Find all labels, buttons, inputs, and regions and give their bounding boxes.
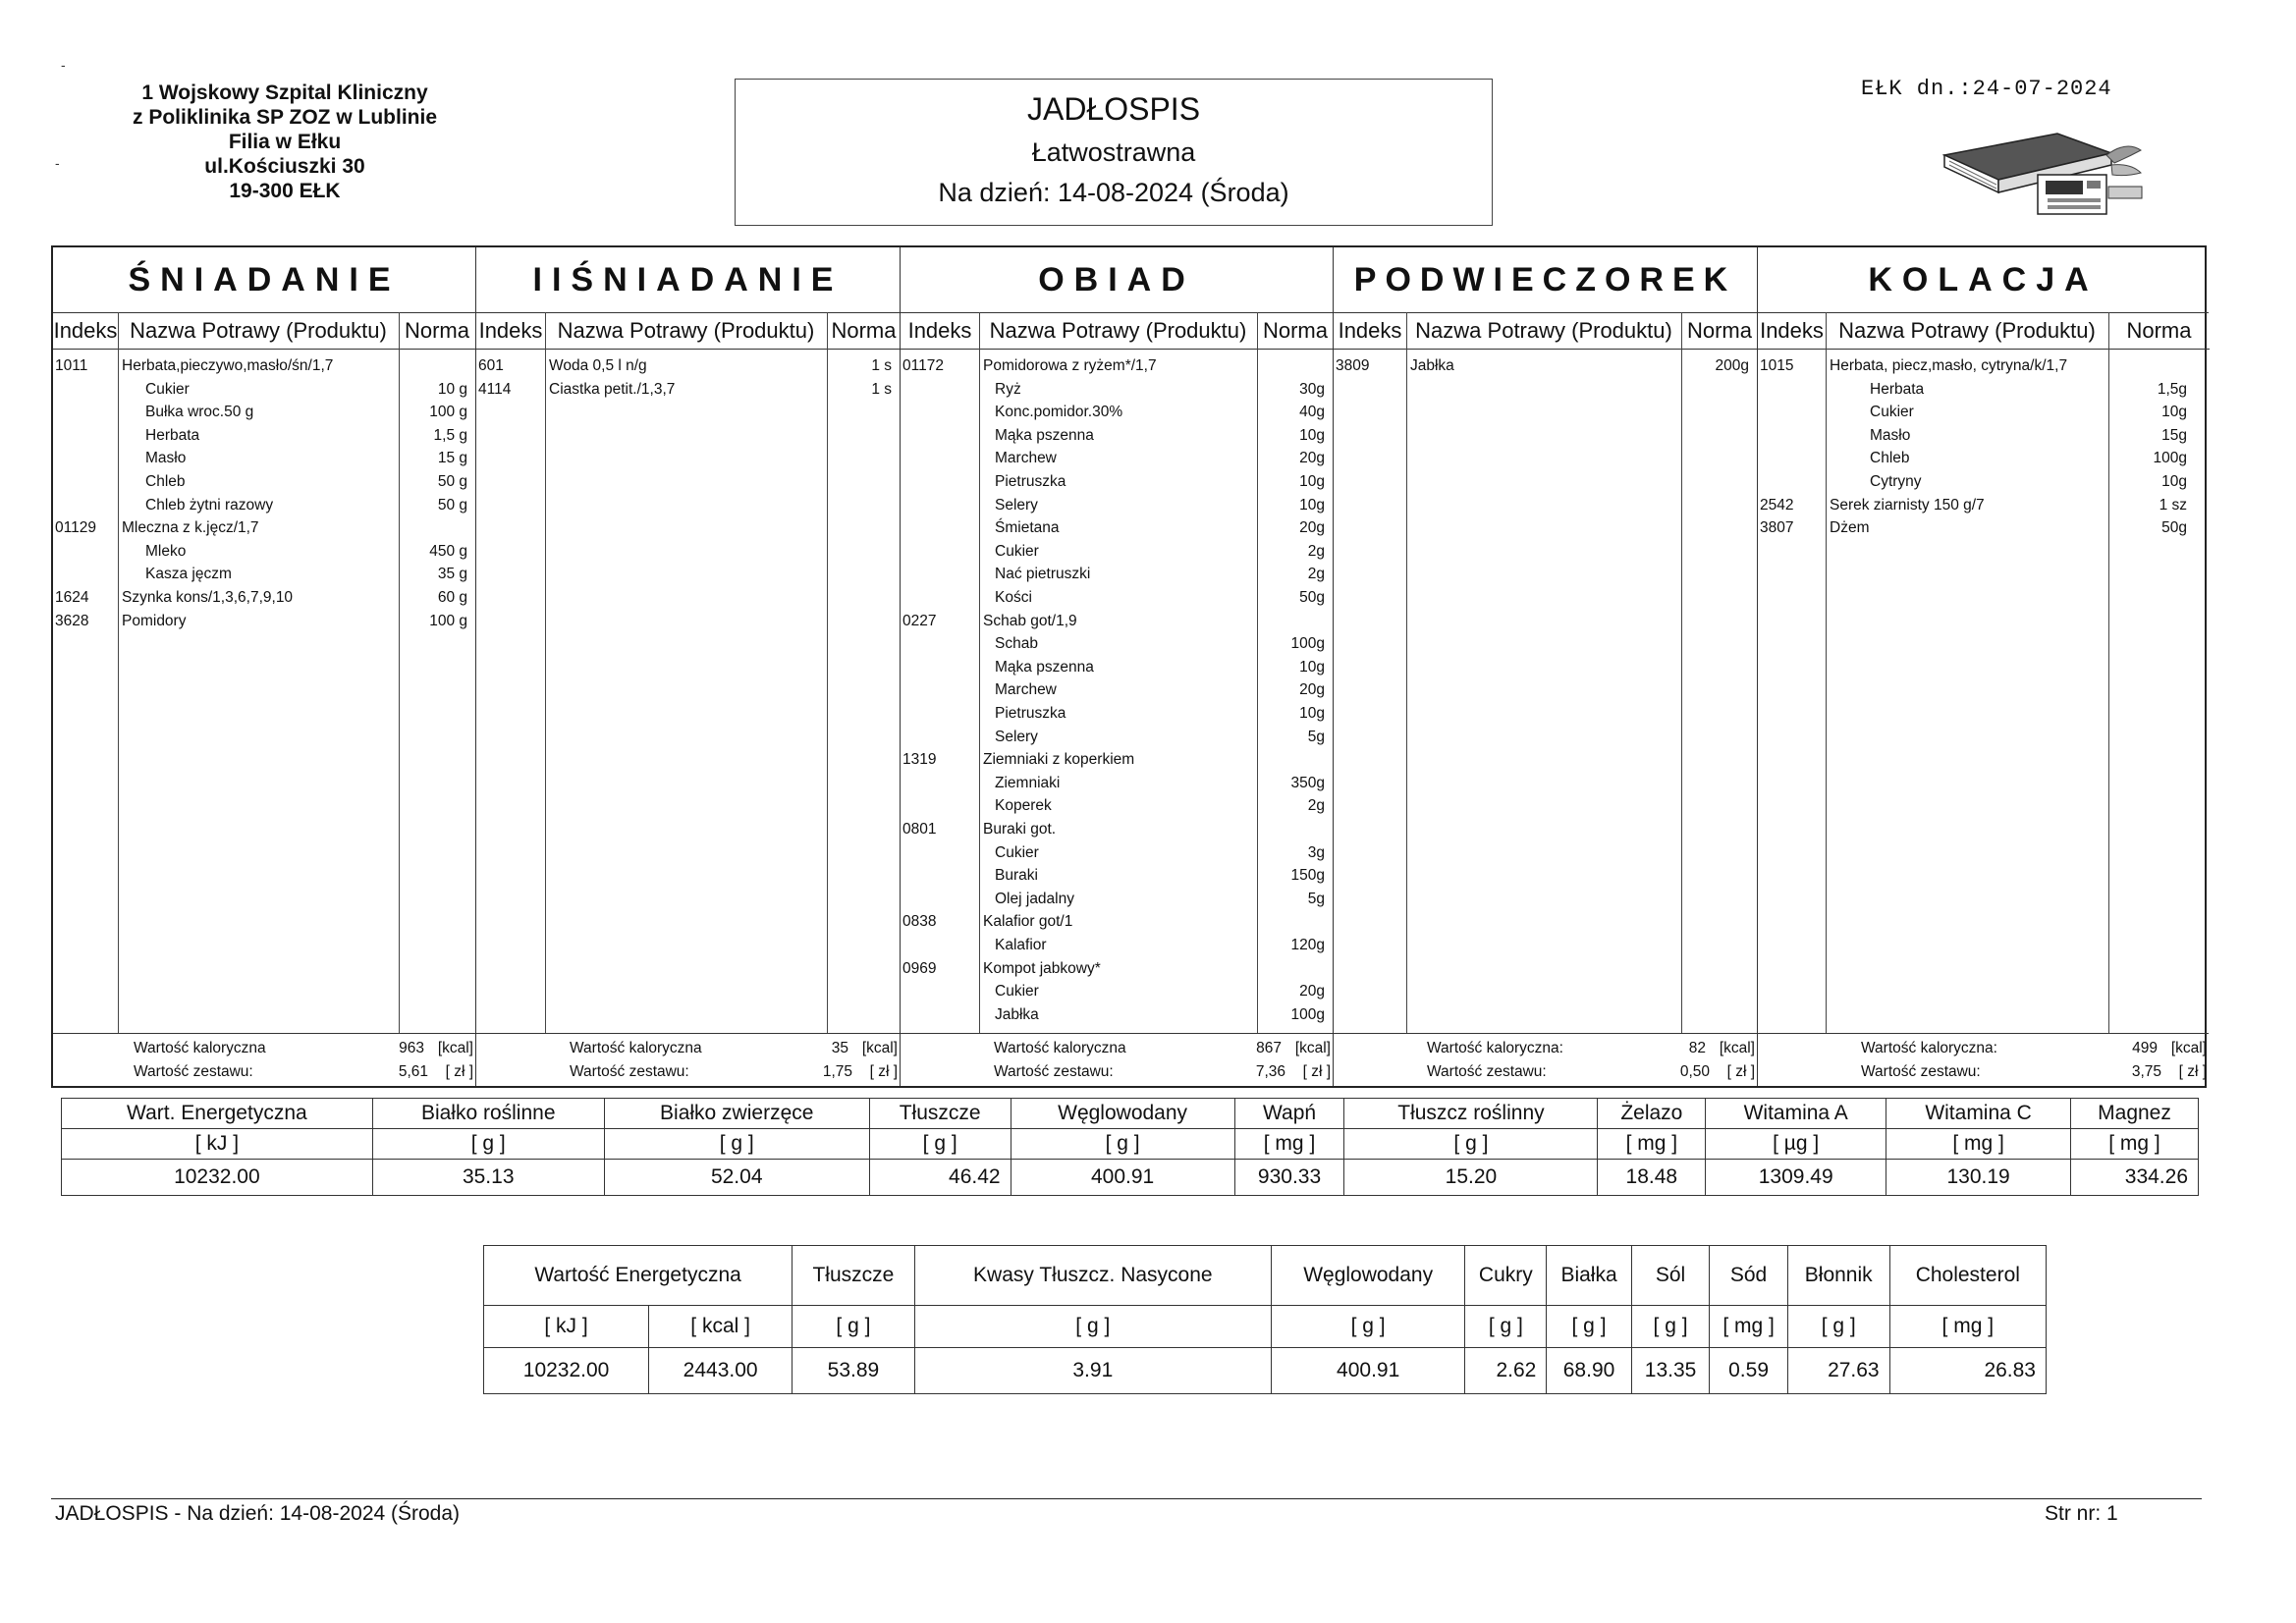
calorie-value: 963 [399,1040,424,1056]
dish-name: Pomidorowa z ryżem*/1,7 [983,357,1157,374]
item-norma: 450 g [429,542,467,560]
ingredient-name: Mąka pszenna [995,426,1094,444]
item-norma: 40g [1299,404,1325,421]
ingredient-name: Marchew [995,681,1057,699]
nutrient-unit: [ kJ ] [484,1306,649,1348]
footer-title: JADŁOSPIS - Na dzień: 14-08-2024 (Środa) [55,1502,461,1525]
ingredient-name: Pietruszka [995,473,1066,490]
column-header-name: Nazwa Potrawy (Produktu) [1406,312,1681,350]
dish-name: Herbata,pieczywo,masło/śn/1,7 [122,357,334,374]
nutrient-header: Wartość Energetyczna [484,1246,793,1306]
item-norma: 10g [1299,473,1325,490]
nutrient-unit: [ g ] [372,1129,604,1160]
menu-date: Na dzień: 14-08-2024 (Środa) [938,178,1289,207]
hospital-line: 19-300 EŁK [229,180,341,202]
ingredient-name: Cukier [995,983,1039,1001]
ingredient-name: Cytryny [1870,473,1922,490]
dish-name: Ziemniaki z koperkiem [983,751,1135,769]
column-divider [2108,312,2109,1033]
nutrient-header: Wart. Energetyczna [62,1099,373,1129]
ingredient-name: Buraki [995,867,1038,885]
page-number: Str nr: 1 [2045,1502,2118,1525]
item-norma: 20g [1299,450,1325,467]
footer-divider [51,1498,2202,1499]
nutrient-header-row [62,1099,2199,1129]
set-cost-label: Wartość zestawu: [1861,1063,1981,1080]
nutrient-value: 27.63 [1787,1348,1889,1394]
column-header-name: Nazwa Potrawy (Produktu) [979,312,1257,350]
calorie-value: 82 [1688,1040,1706,1056]
nutrient-value-row [62,1160,2199,1196]
nutrient-header: Wapń [1234,1099,1344,1129]
dish-name: Kompot jabkowy* [983,959,1101,977]
item-norma: 20g [1299,681,1325,699]
dish-name: Pomidory [122,612,187,629]
item-index: 601 [478,357,504,374]
title-box [735,79,1493,226]
ingredient-name: Chleb żytni razowy [145,496,274,514]
nutrient-unit: [ kJ ] [62,1129,373,1160]
meal-title: OBIAD [901,247,1333,313]
column-divider [1257,312,1258,1033]
set-cost-unit: [ zł ] [869,1063,898,1080]
calorie-value-unit: [kcal] [1719,1040,1755,1056]
ingredient-name: Konc.pomidor.30% [995,404,1123,421]
ingredient-name: Nać pietruszki [995,566,1091,583]
item-norma: 15g [2161,426,2187,444]
ingredient-name: Cukier [1870,404,1914,421]
nutrient-header: Błonnik [1787,1246,1889,1306]
margin-mark: - [61,57,66,73]
item-norma: 5g [1307,728,1325,745]
item-norma: 1,5 g [433,426,467,444]
nutrient-header: Węglowodany [1011,1099,1234,1129]
diet-name: Łatwostrawna [1031,137,1196,167]
meal-title: ŚNIADANIE [53,247,475,313]
calorie-value-unit: [kcal] [437,1040,473,1056]
ingredient-name: Koperek [995,797,1052,815]
item-norma: 20g [1299,983,1325,1001]
nutrient-unit: [ mg ] [1234,1129,1344,1160]
hospital-line: 1 Wojskowy Szpital Kliniczny [141,81,428,104]
nutrient-unit: [ kcal ] [649,1306,793,1348]
dish-name: Kalafior got/1 [983,913,1073,931]
calorie-value-label: Wartość kaloryczna [134,1040,266,1056]
ingredient-name: Chleb [1870,450,1910,467]
calorie-value-label: Wartość kaloryczna [994,1040,1126,1056]
column-divider [979,312,980,1033]
dish-name: Herbata, piecz,masło, cytryna/k/1,7 [1830,357,2068,374]
nutrient-value: 18.48 [1598,1160,1706,1196]
nutrient-unit: [ g ] [604,1129,869,1160]
item-index: 1011 [55,357,88,374]
item-norma: 1 s [871,380,892,398]
nutrient-unit: [ g ] [914,1306,1271,1348]
column-header-index: Indeks [53,312,118,350]
nutrient-unit-row [62,1129,2199,1160]
item-norma: 10g [1299,705,1325,722]
ingredient-name: Selery [995,728,1038,745]
nutrient-header: Sól [1631,1246,1710,1306]
item-norma: 10g [1299,426,1325,444]
column-header-index: Indeks [901,312,979,350]
column-divider [118,312,119,1033]
nutrient-value: 2.62 [1465,1348,1547,1394]
set-cost: 1,75 [822,1063,852,1080]
item-index: 01129 [55,519,96,537]
nutrient-value: 10232.00 [484,1348,649,1394]
item-index: 01172 [902,357,944,374]
hospital-line: ul.Kościuszki 30 [204,155,365,178]
ingredient-name: Herbata [145,426,200,444]
nutrient-value: 13.35 [1631,1348,1710,1394]
item-norma: 100g [2153,450,2187,467]
print-date: EŁK dn.:24-07-2024 [1861,77,2112,101]
meal-summary [901,1033,1333,1085]
nutrient-value: 1309.49 [1706,1160,1886,1196]
column-header-index: Indeks [1758,312,1826,350]
page-title: JADŁOSPIS [1026,91,1201,127]
dish-name: Szynka kons/1,3,6,7,9,10 [122,589,294,606]
item-norma: 10 g [437,380,467,398]
meal-summary [1758,1033,2209,1085]
meal-column [53,247,475,1086]
ingredient-name: Marchew [995,450,1057,467]
dish-name: Schab got/1,9 [983,612,1077,629]
ingredient-name: Pietruszka [995,705,1066,722]
nutrient-value: 2443.00 [649,1348,793,1394]
item-norma: 150g [1290,867,1325,885]
nutrient-value: 334.26 [2071,1160,2199,1196]
column-divider [545,312,546,1033]
nutrient-unit: [ g ] [1271,1306,1464,1348]
set-cost: 7,36 [1255,1063,1285,1080]
item-norma: 100 g [429,404,467,421]
nutrient-value-row [484,1348,2047,1394]
dish-name: Dżem [1830,519,1870,537]
nutrient-value: 46.42 [869,1160,1011,1196]
calorie-value: 867 [1256,1040,1282,1056]
nutrient-unit: [ g ] [1011,1129,1234,1160]
nutrient-header: Białka [1547,1246,1631,1306]
nutrient-unit: [ mg ] [1598,1129,1706,1160]
nutrient-value: 130.19 [1886,1160,2071,1196]
column-header-norma: Norma [1681,312,1758,350]
column-header-index: Indeks [1334,312,1406,350]
item-norma: 1,5g [2157,380,2187,398]
ingredient-name: Herbata [1870,380,1925,398]
item-index: 0969 [902,959,937,977]
set-cost: 5,61 [398,1063,428,1080]
nutrient-header: Magnez [2071,1099,2199,1129]
nutrient-header: Witamina A [1706,1099,1886,1129]
column-divider [1826,312,1827,1033]
set-cost-unit: [ zł ] [2178,1063,2207,1080]
set-cost-label: Wartość zestawu: [994,1063,1114,1080]
meal-summary [476,1033,900,1085]
set-cost-unit: [ zł ] [445,1063,473,1080]
column-header-norma: Norma [827,312,901,350]
nutrient-table-1 [61,1098,2199,1196]
item-index: 4114 [478,380,512,398]
ingredient-name: Ryż [995,380,1021,398]
item-index: 3807 [1760,519,1794,537]
ingredient-name: Mleko [145,542,187,560]
item-index: 0838 [902,913,937,931]
item-norma: 20g [1299,519,1325,537]
item-index: 1624 [55,589,89,606]
nutrient-unit: [ g ] [1344,1129,1598,1160]
item-norma: 10g [1299,658,1325,676]
nutrient-header: Tłuszcz roślinny [1344,1099,1598,1129]
nutrient-header: Sód [1710,1246,1787,1306]
calorie-value-unit: [kcal] [1294,1040,1331,1056]
nutrient-header-row [484,1246,2047,1306]
nutrient-unit: [ g ] [1465,1306,1547,1348]
meal-title: IIŚNIADANIE [476,247,900,313]
calorie-value: 35 [831,1040,848,1056]
item-norma: 50 g [437,473,467,490]
column-header-norma: Norma [399,312,475,350]
ingredient-name: Masło [1870,426,1911,444]
ingredient-name: Ziemniaki [995,774,1061,791]
dish-name: Buraki got. [983,821,1057,838]
column-divider [1406,312,1407,1033]
meal-column [1757,247,2209,1086]
meal-title: KOLACJA [1758,247,2209,313]
nutrient-value: 35.13 [372,1160,604,1196]
item-norma: 100 g [429,612,467,629]
dish-name: Serek ziarnisty 150 g/7 [1830,496,1985,514]
nutrient-header: Węglowodany [1271,1246,1464,1306]
hospital-line: z Poliklinika SP ZOZ w Lublinie [133,106,437,129]
item-norma: 100g [1290,635,1325,653]
ingredient-name: Kasza jęczm [145,566,232,583]
set-cost: 3,75 [2131,1063,2161,1080]
item-norma: 2g [1307,797,1325,815]
nutrient-value: 400.91 [1011,1160,1234,1196]
item-index: 3809 [1336,357,1370,374]
nutrient-header: Tłuszcze [793,1246,915,1306]
nutrient-header: Białko roślinne [372,1099,604,1129]
calorie-value-label: Wartość kaloryczna [570,1040,702,1056]
ingredient-name: Masło [145,450,187,467]
column-header-name: Nazwa Potrawy (Produktu) [545,312,827,350]
column-divider [827,312,828,1033]
nutrient-header: Żelazo [1598,1099,1706,1129]
meal-title: PODWIECZOREK [1334,247,1757,313]
ingredient-name: Kości [995,589,1032,606]
nutrient-header: Cukry [1465,1246,1547,1306]
item-norma: 1 s [871,357,892,374]
dish-name: Mleczna z k.jęcz/1,7 [122,519,259,537]
dish-name: Jabłka [1410,357,1454,374]
ingredient-name: Olej jadalny [995,890,1074,907]
nutrient-unit: [ mg ] [2071,1129,2199,1160]
nutrient-unit: [ mg ] [1886,1129,2071,1160]
item-norma: 50g [1299,589,1325,606]
set-cost-unit: [ zł ] [1726,1063,1755,1080]
meals-table [51,245,2207,1088]
nutrient-value: 26.83 [1889,1348,2046,1394]
hospital-line: Filia w Ełku [228,131,342,153]
nutrient-unit-row [484,1306,2047,1348]
nutrient-value: 0.59 [1710,1348,1787,1394]
column-header-name: Nazwa Potrawy (Produktu) [1826,312,2108,350]
item-norma: 200g [1715,357,1749,374]
item-norma: 1 sz [2159,496,2187,514]
nutrient-value: 400.91 [1271,1348,1464,1394]
meal-column [1333,247,1757,1086]
meal-column [475,247,900,1086]
nutrient-unit: [ mg ] [1710,1306,1787,1348]
nutrient-value: 10232.00 [62,1160,373,1196]
nutrient-value: 15.20 [1344,1160,1598,1196]
item-index: 0227 [902,612,937,629]
calorie-value: 499 [2132,1040,2158,1056]
nutrient-unit: [ µg ] [1706,1129,1886,1160]
nutrient-header: Tłuszcze [869,1099,1011,1129]
item-index: 1319 [902,751,937,769]
nutrient-unit: [ g ] [1547,1306,1631,1348]
nutrient-value: 930.33 [1234,1160,1344,1196]
nutrient-unit: [ g ] [793,1306,915,1348]
item-norma: 3g [1307,843,1325,861]
nutrient-header: Witamina C [1886,1099,2071,1129]
item-norma: 2g [1307,542,1325,560]
book-computer-icon [1940,126,2146,224]
item-index: 0801 [902,821,937,838]
set-cost-label: Wartość zestawu: [570,1063,689,1080]
column-divider [1681,312,1682,1033]
set-cost: 0,50 [1679,1063,1710,1080]
item-norma: 15 g [437,450,467,467]
item-index: 3628 [55,612,89,629]
meal-summary [53,1033,475,1085]
column-header-name: Nazwa Potrawy (Produktu) [118,312,399,350]
item-norma: 350g [1290,774,1325,791]
ingredient-name: Śmietana [995,519,1060,537]
ingredient-name: Jabłka [995,1005,1039,1023]
margin-mark: - [55,155,60,171]
item-norma: 10g [2161,473,2187,490]
ingredient-name: Kalafior [995,937,1047,953]
nutrient-value: 52.04 [604,1160,869,1196]
meal-column [900,247,1333,1086]
ingredient-name: Cukier [995,843,1039,861]
set-cost-label: Wartość zestawu: [134,1063,253,1080]
column-divider [399,312,400,1033]
ingredient-name: Bułka wroc.50 g [145,404,254,421]
nutrient-value: 3.91 [914,1348,1271,1394]
ingredient-name: Cukier [995,542,1039,560]
column-header-norma: Norma [1257,312,1334,350]
hospital-address [88,81,481,203]
item-index: 2542 [1760,496,1794,514]
nutrient-value: 68.90 [1547,1348,1631,1394]
item-norma: 120g [1290,937,1325,953]
nutrient-table-2 [483,1245,2047,1394]
item-norma: 5g [1307,890,1325,907]
item-norma: 60 g [437,589,467,606]
item-norma: 2g [1307,566,1325,583]
nutrient-unit: [ g ] [1631,1306,1710,1348]
column-header-index: Indeks [476,312,545,350]
nutrient-unit: [ g ] [869,1129,1011,1160]
ingredient-name: Schab [995,635,1038,653]
item-norma: 10g [2161,404,2187,421]
ingredient-name: Selery [995,496,1038,514]
nutrient-header: Białko zwierzęce [604,1099,869,1129]
calorie-value-unit: [kcal] [2170,1040,2207,1056]
item-norma: 100g [1290,1005,1325,1023]
item-norma: 50 g [437,496,467,514]
item-norma: 35 g [437,566,467,583]
meal-summary [1334,1033,1757,1085]
calorie-value-label: Wartość kaloryczna: [1861,1040,1997,1056]
dish-name: Ciastka petit./1,3,7 [549,380,676,398]
dish-name: Woda 0,5 l n/g [549,357,647,374]
item-norma: 10g [1299,496,1325,514]
nutrient-unit: [ mg ] [1889,1306,2046,1348]
nutrient-value: 53.89 [793,1348,915,1394]
item-index: 1015 [1760,357,1794,374]
ingredient-name: Mąka pszenna [995,658,1094,676]
item-norma: 30g [1299,380,1325,398]
set-cost-unit: [ zł ] [1302,1063,1331,1080]
item-norma: 50g [2161,519,2187,537]
column-header-norma: Norma [2108,312,2210,350]
set-cost-label: Wartość zestawu: [1427,1063,1547,1080]
calorie-value-unit: [kcal] [861,1040,898,1056]
nutrient-header: Kwasy Tłuszcz. Nasycone [914,1246,1271,1306]
calorie-value-label: Wartość kaloryczna: [1427,1040,1563,1056]
nutrient-unit: [ g ] [1787,1306,1889,1348]
ingredient-name: Cukier [145,380,190,398]
nutrient-header: Cholesterol [1889,1246,2046,1306]
ingredient-name: Chleb [145,473,186,490]
